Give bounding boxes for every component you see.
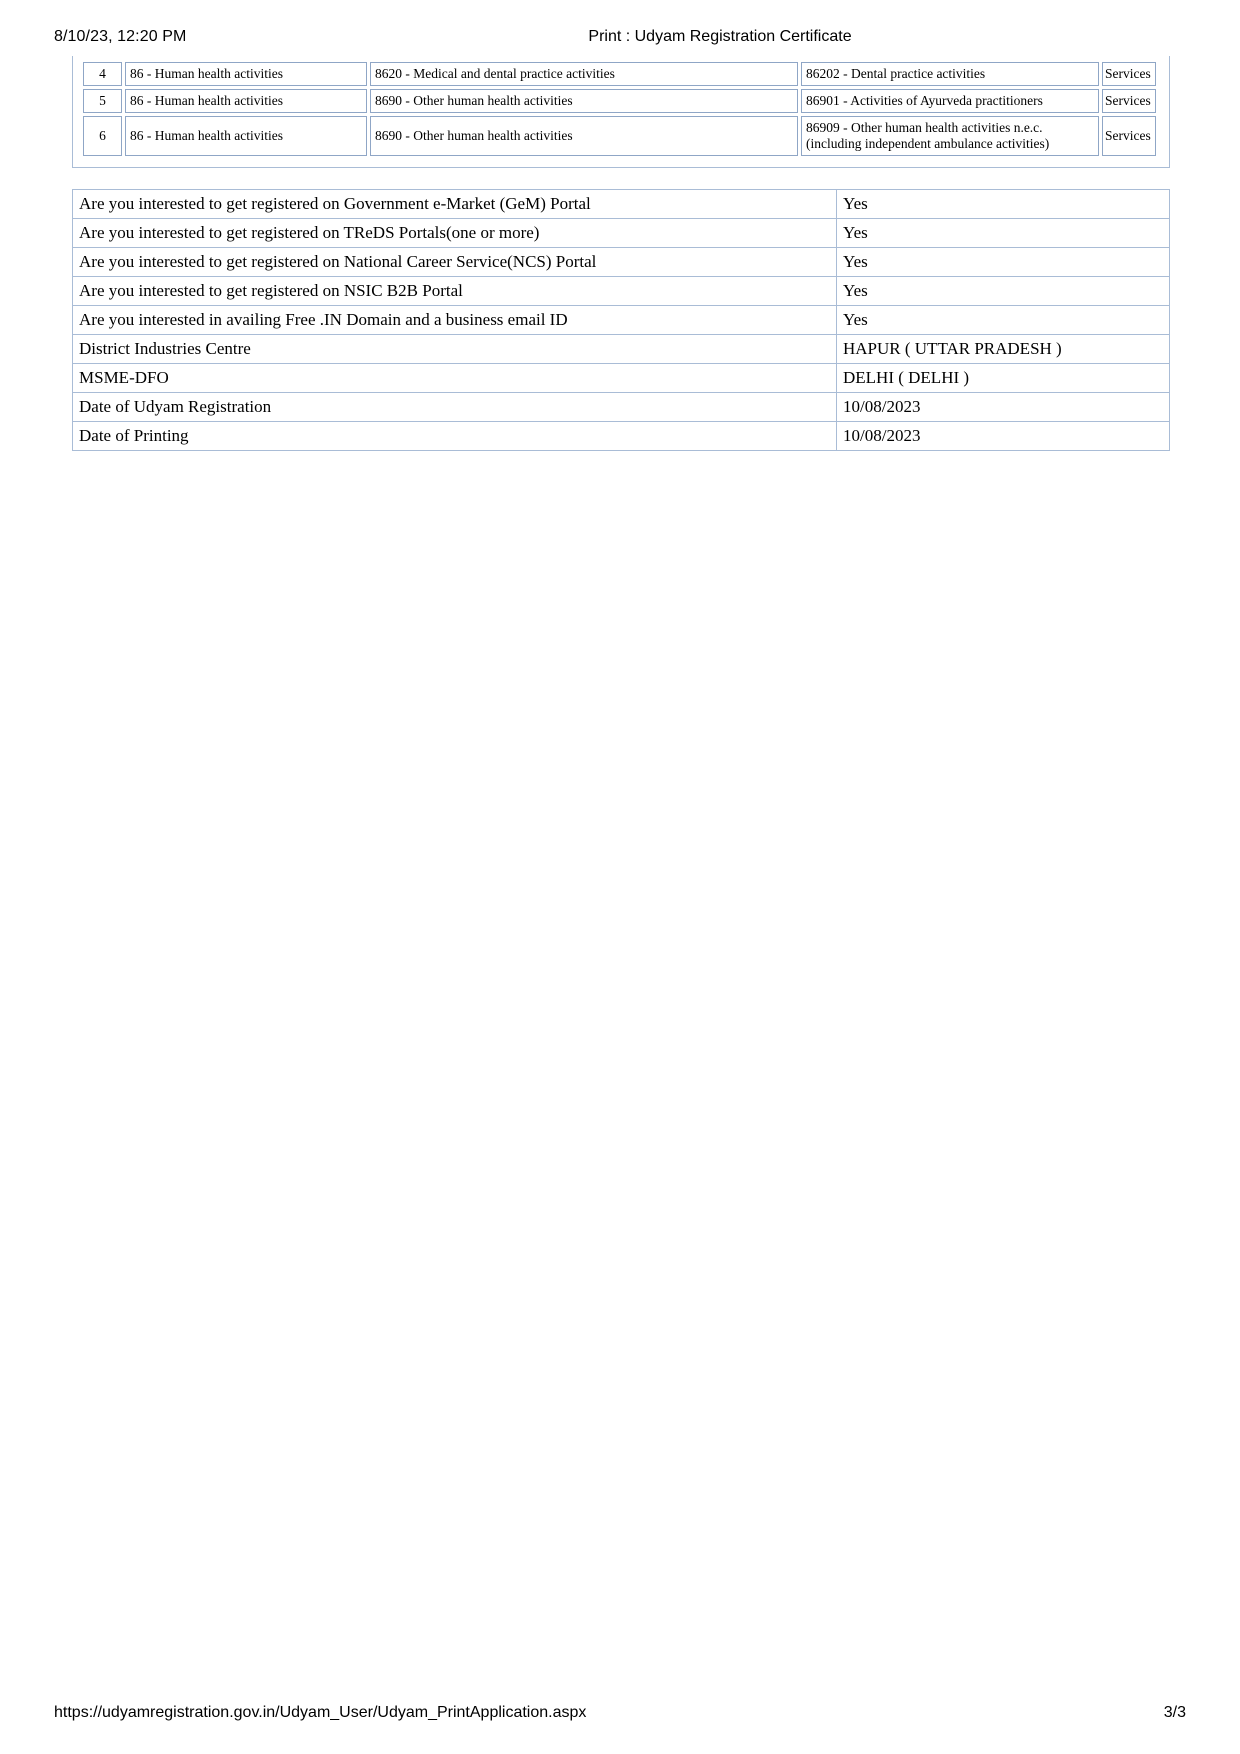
table-row [73, 277, 1170, 306]
registration-details-table [72, 189, 1170, 451]
table-row [83, 116, 1156, 156]
table-row [73, 190, 1170, 219]
nic-4-digit-cell: 8690 - Other human health activities [370, 116, 798, 156]
detail-value: Yes [837, 248, 1170, 277]
detail-label: Are you interested to get registered on NSIC B2B Portal [73, 277, 837, 306]
nic-4-digit-cell: 8690 - Other human health activities [370, 89, 798, 113]
nic-sno-cell: 6 [83, 116, 122, 156]
nic-5-digit-cell [801, 116, 1099, 156]
detail-label: Are you interested to get registered on Government e-Market (GeM) Portal [73, 190, 837, 219]
table-row [73, 335, 1170, 364]
detail-label: Date of Printing [73, 422, 837, 451]
table-row [83, 89, 1156, 113]
detail-value: 10/08/2023 [837, 393, 1170, 422]
detail-label: Date of Udyam Registration [73, 393, 837, 422]
nic-4-digit-cell: 8620 - Medical and dental practice activities [370, 62, 798, 86]
detail-value: DELHI ( DELHI ) [837, 364, 1170, 393]
nic-activity-table [80, 59, 1159, 159]
nic-5-digit-line: 86909 - Other human health activities n.e.c. [806, 120, 1043, 135]
detail-value: Yes [837, 277, 1170, 306]
table-row [73, 219, 1170, 248]
print-url: https://udyamregistration.gov.in/Udyam_User/Udyam_PrintApplication.aspx [54, 1704, 587, 1721]
nic-2-digit-cell: 86 - Human health activities [125, 62, 367, 86]
print-title: Print : Udyam Registration Certificate [588, 28, 852, 45]
table-row [73, 248, 1170, 277]
detail-label: District Industries Centre [73, 335, 837, 364]
print-datetime: 8/10/23, 12:20 PM [54, 28, 187, 45]
activity-cell: Services [1102, 62, 1156, 86]
detail-label: MSME-DFO [73, 364, 837, 393]
nic-5-digit-cell: 86901 - Activities of Ayurveda practitioners [801, 89, 1099, 113]
detail-label: Are you interested to get registered on National Career Service(NCS) Portal [73, 248, 837, 277]
detail-value: HAPUR ( UTTAR PRADESH ) [837, 335, 1170, 364]
nic-sno-cell: 4 [83, 62, 122, 86]
activity-cell: Services [1102, 116, 1156, 156]
nic-5-digit-cell: 86202 - Dental practice activities [801, 62, 1099, 86]
table-row [83, 62, 1156, 86]
detail-label: Are you interested in availing Free .IN Domain and a business email ID [73, 306, 837, 335]
nic-2-digit-cell: 86 - Human health activities [125, 89, 367, 113]
detail-value: Yes [837, 306, 1170, 335]
table-row [73, 306, 1170, 335]
nic-2-digit-cell: 86 - Human health activities [125, 116, 367, 156]
activity-cell: Services [1102, 89, 1156, 113]
detail-value: 10/08/2023 [837, 422, 1170, 451]
nic-activity-table-container [72, 56, 1170, 168]
detail-value: Yes [837, 190, 1170, 219]
detail-value: Yes [837, 219, 1170, 248]
table-row [73, 422, 1170, 451]
page-number: 3/3 [1163, 1704, 1186, 1721]
nic-5-digit-line: (including independent ambulance activities) [806, 136, 1050, 151]
detail-label: Are you interested to get registered on TReDS Portals(one or more) [73, 219, 837, 248]
nic-sno-cell: 5 [83, 89, 122, 113]
table-row [73, 393, 1170, 422]
table-row [73, 364, 1170, 393]
